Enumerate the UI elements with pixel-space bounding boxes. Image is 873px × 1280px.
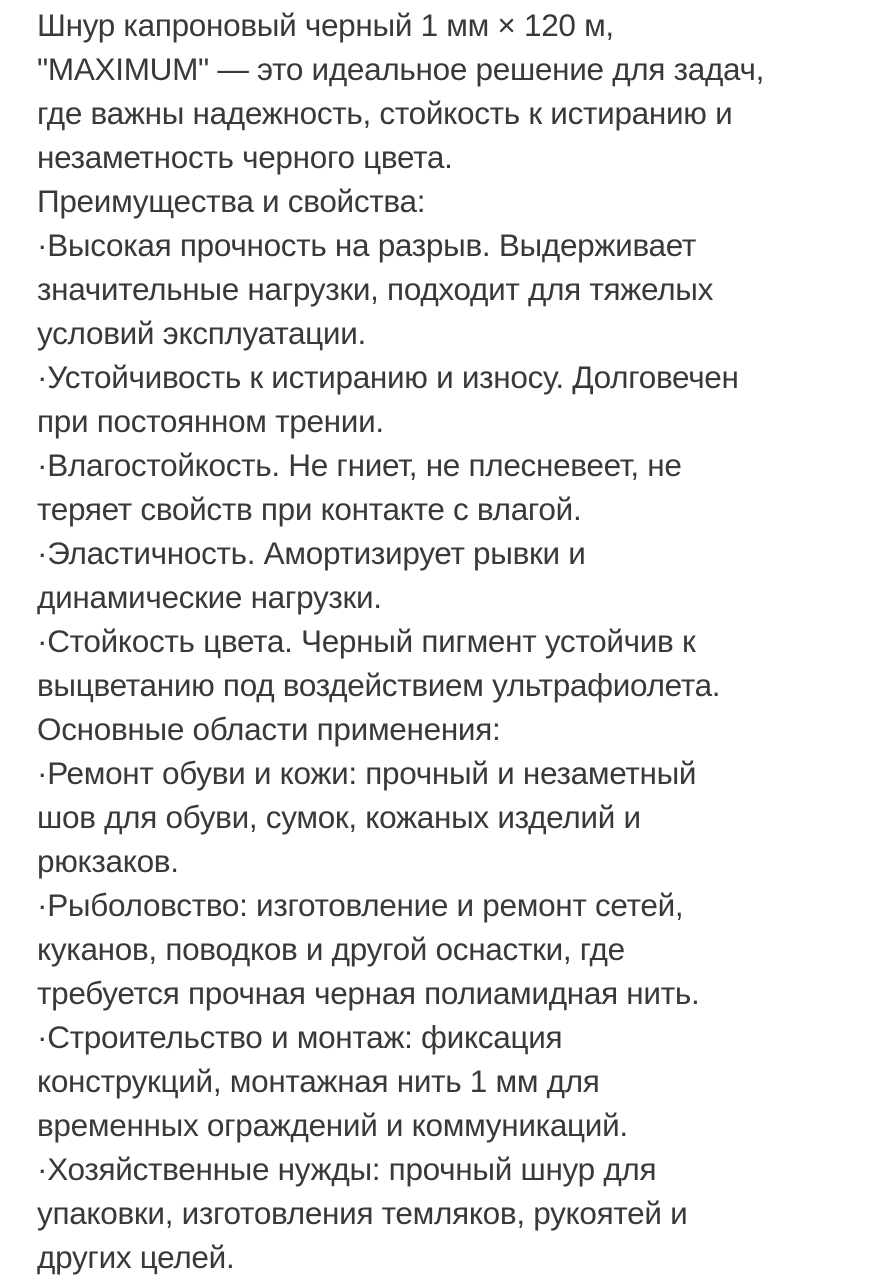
text-line: динамические нагрузки. bbox=[37, 579, 382, 615]
text-line: при постоянном трении. bbox=[37, 403, 384, 439]
text-line: куканов, поводков и другой оснастки, где bbox=[37, 931, 625, 967]
text-line: ·Хозяйственные нужды: прочный шнур для bbox=[37, 1151, 657, 1187]
text-line: ·Высокая прочность на разрыв. Выдерживает bbox=[37, 227, 697, 263]
text-line: конструкций, монтажная нить 1 мм для bbox=[37, 1063, 600, 1099]
description-bullet-item bbox=[37, 751, 855, 883]
text-line: ·Стойкость цвета. Черный пигмент устойчив к bbox=[37, 623, 696, 659]
description-intro bbox=[37, 3, 855, 179]
text-line: шов для обуви, сумок, кожаных изделий и bbox=[37, 799, 641, 835]
text-line: требуется прочная черная полиамидная нить. bbox=[37, 975, 700, 1011]
text-line: где важны надежность, стойкость к истиранию и bbox=[37, 95, 733, 131]
text-line: Шнур капроновый черный 1 мм × 120 м, bbox=[37, 7, 614, 43]
description-bullet-item bbox=[37, 355, 855, 443]
text-line: теряет свойств при контакте с влагой. bbox=[37, 491, 582, 527]
text-line: ·Эластичность. Амортизирует рывки и bbox=[37, 535, 586, 571]
text-line: Преимущества и свойства: bbox=[37, 183, 426, 219]
text-line: упаковки, изготовления темляков, рукоятей и bbox=[37, 1195, 688, 1231]
text-line: выцветанию под воздействием ультрафиолета. bbox=[37, 667, 721, 703]
text-line: ·Строительство и монтаж: фиксация bbox=[37, 1019, 563, 1055]
description-bullet-item bbox=[37, 1015, 855, 1147]
text-line: незаметность черного цвета. bbox=[37, 139, 453, 175]
text-line: ·Рыболовство: изготовление и ремонт сетей, bbox=[37, 887, 684, 923]
text-line: "MAXIMUM" — это идеальное решение для задач, bbox=[37, 51, 765, 87]
description-bullet-item bbox=[37, 619, 855, 707]
text-line: ·Влагостойкость. Не гниет, не плесневеет, не bbox=[37, 447, 682, 483]
text-line: Основные области применения: bbox=[37, 711, 501, 747]
description-bullet-item bbox=[37, 1147, 855, 1279]
description-bullet-item bbox=[37, 223, 855, 355]
text-line: ·Ремонт обуви и кожи: прочный и незаметный bbox=[37, 755, 697, 791]
text-line: значительные нагрузки, подходит для тяжелых bbox=[37, 271, 714, 307]
description-bullet-item bbox=[37, 443, 855, 531]
text-line: ·Устойчивость к истиранию и износу. Долговечен bbox=[37, 359, 739, 395]
description-bullet-item bbox=[37, 883, 855, 1015]
text-line: других целей. bbox=[37, 1239, 235, 1275]
text-line: условий эксплуатации. bbox=[37, 315, 366, 351]
description-bullet-item bbox=[37, 531, 855, 619]
text-line: рюкзаков. bbox=[37, 843, 179, 879]
description-section-heading bbox=[37, 179, 855, 223]
text-line: временных ограждений и коммуникаций. bbox=[37, 1107, 628, 1143]
description-section-heading bbox=[37, 707, 855, 751]
